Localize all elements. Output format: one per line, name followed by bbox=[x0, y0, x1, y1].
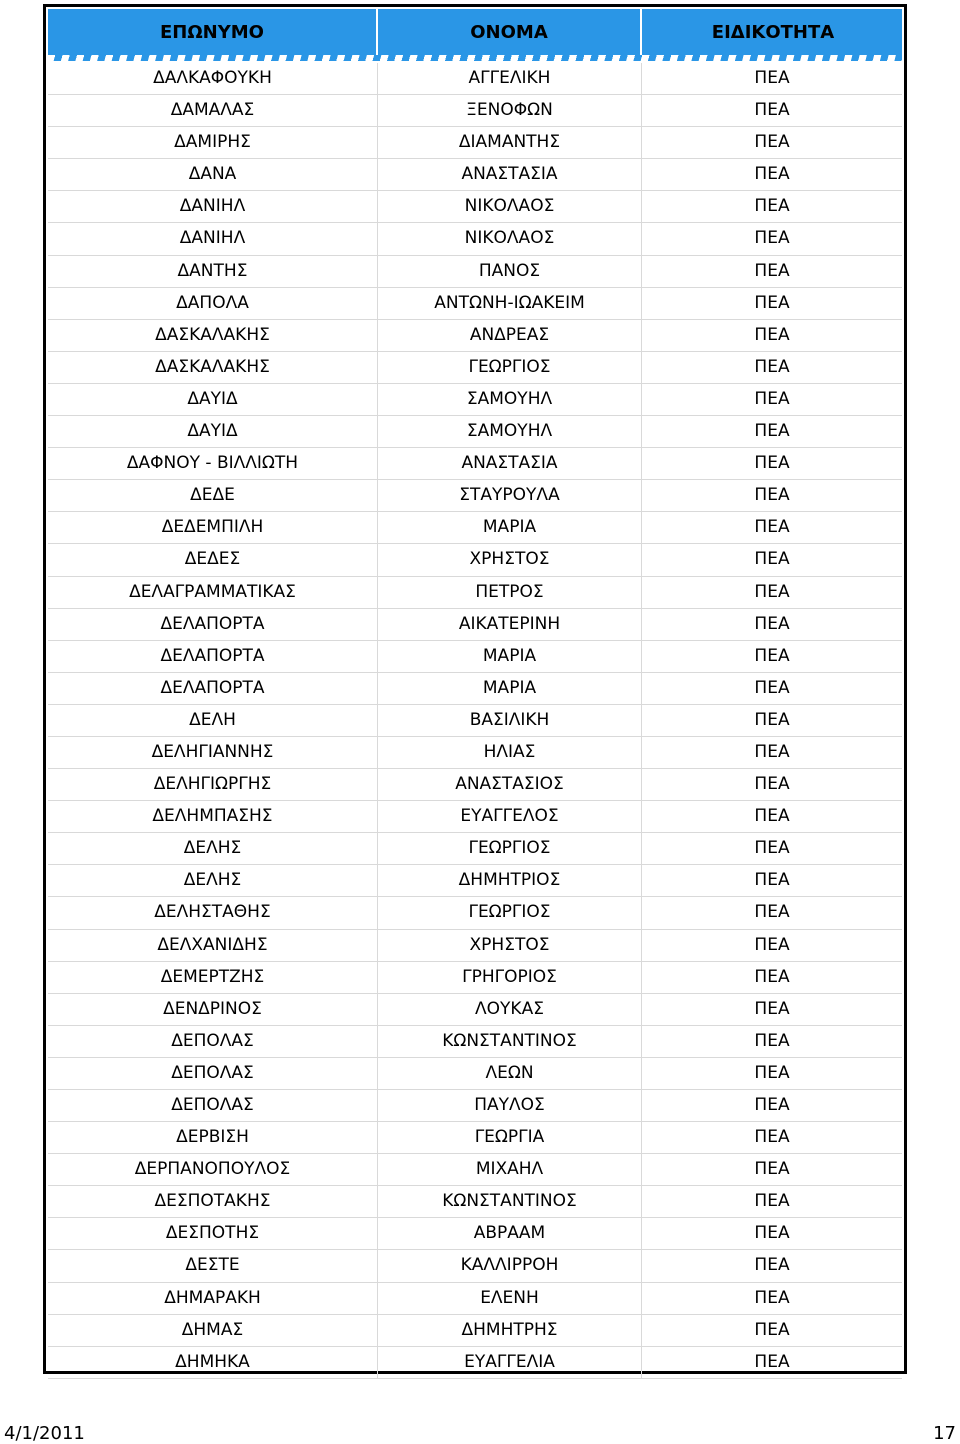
specialty-cell: ΠΕΑ bbox=[642, 480, 902, 512]
table-row bbox=[48, 352, 902, 384]
specialty-cell: ΠΕΑ bbox=[642, 256, 902, 288]
surname-cell: ΔΕΛΧΑΝΙΔΗΣ bbox=[48, 930, 378, 962]
table-row bbox=[48, 833, 902, 865]
specialty-cell: ΠΕΑ bbox=[642, 416, 902, 448]
header-divider bbox=[640, 9, 642, 57]
specialty-cell: ΠΕΑ bbox=[642, 512, 902, 544]
table-row bbox=[48, 737, 902, 769]
first-name-cell: ΑΙΚΑΤΕΡΙΝΗ bbox=[378, 609, 642, 641]
page-number: 17 bbox=[933, 1423, 956, 1444]
specialty-cell: ΠΕΑ bbox=[642, 320, 902, 352]
specialty-cell: ΠΕΑ bbox=[642, 705, 902, 737]
surname-cell: ΔΕΛΑΓΡΑΜΜΑΤΙΚΑΣ bbox=[48, 577, 378, 609]
first-name-cell: ΜΙΧΑΗΛ bbox=[378, 1154, 642, 1186]
specialty-cell: ΠΕΑ bbox=[642, 63, 902, 95]
table-row bbox=[48, 159, 902, 191]
first-name-cell: ΣΤΑΥΡΟΥΛΑ bbox=[378, 480, 642, 512]
surname-cell: ΔΕΔΕΣ bbox=[48, 544, 378, 576]
surname-cell: ΔΕΔΕ bbox=[48, 480, 378, 512]
first-name-cell: ΜΑΡΙΑ bbox=[378, 641, 642, 673]
surname-cell: ΔΕΛΗΣ bbox=[48, 833, 378, 865]
first-name-cell: ΒΑΣΙΛΙΚΗ bbox=[378, 705, 642, 737]
table-row bbox=[48, 512, 902, 544]
first-name-cell: ΓΕΩΡΓΙΟΣ bbox=[378, 352, 642, 384]
table-row bbox=[48, 256, 902, 288]
column-header-first-name: ΟΝΟΜΑ bbox=[470, 22, 548, 43]
surname-cell: ΔΕΛΑΠΟΡΤΑ bbox=[48, 673, 378, 705]
first-name-cell: ΛΟΥΚΑΣ bbox=[378, 994, 642, 1026]
specialty-cell: ΠΕΑ bbox=[642, 384, 902, 416]
surname-cell: ΔΑΜΑΛΑΣ bbox=[48, 95, 378, 127]
table-header bbox=[48, 9, 902, 61]
table-row bbox=[48, 1250, 902, 1282]
surname-cell: ΔΑΥΙΔ bbox=[48, 416, 378, 448]
specialty-cell: ΠΕΑ bbox=[642, 1283, 902, 1315]
first-name-cell: ΛΕΩΝ bbox=[378, 1058, 642, 1090]
surname-cell: ΔΑΥΙΔ bbox=[48, 384, 378, 416]
surname-cell: ΔΑΦΝΟΥ - ΒΙΛΛΙΩΤΗ bbox=[48, 448, 378, 480]
specialty-cell: ΠΕΑ bbox=[642, 288, 902, 320]
surname-cell: ΔΕΝΔΡΙΝΟΣ bbox=[48, 994, 378, 1026]
table-row bbox=[48, 1283, 902, 1315]
table-row bbox=[48, 769, 902, 801]
specialty-cell: ΠΕΑ bbox=[642, 127, 902, 159]
specialty-cell: ΠΕΑ bbox=[642, 641, 902, 673]
surname-cell: ΔΕΣΠΟΤΗΣ bbox=[48, 1218, 378, 1250]
surname-cell: ΔΗΜΗΚΑ bbox=[48, 1347, 378, 1379]
surname-cell: ΔΑΝΙΗΛ bbox=[48, 223, 378, 255]
first-name-cell: ΕΥΑΓΓΕΛΟΣ bbox=[378, 801, 642, 833]
specialty-cell: ΠΕΑ bbox=[642, 448, 902, 480]
first-name-cell: ΑΝΔΡΕΑΣ bbox=[378, 320, 642, 352]
table-row bbox=[48, 95, 902, 127]
first-name-cell: ΓΕΩΡΓΙΑ bbox=[378, 1122, 642, 1154]
surname-cell: ΔΕΠΟΛΑΣ bbox=[48, 1058, 378, 1090]
first-name-cell: ΕΥΑΓΓΕΛΙΑ bbox=[378, 1347, 642, 1379]
specialty-cell: ΠΕΑ bbox=[642, 1186, 902, 1218]
first-name-cell: ΔΗΜΗΤΡΙΟΣ bbox=[378, 865, 642, 897]
surname-cell: ΔΑΠΟΛΑ bbox=[48, 288, 378, 320]
surname-cell: ΔΑΛΚΑΦΟΥΚΗ bbox=[48, 63, 378, 95]
column-header-specialty: ΕΙΔΙΚΟΤΗΤΑ bbox=[711, 22, 835, 43]
specialty-cell: ΠΕΑ bbox=[642, 737, 902, 769]
table-row bbox=[48, 865, 902, 897]
table-row bbox=[48, 705, 902, 737]
header-divider bbox=[376, 9, 378, 57]
first-name-cell: ΕΛΕΝΗ bbox=[378, 1283, 642, 1315]
specialty-cell: ΠΕΑ bbox=[642, 609, 902, 641]
surname-cell: ΔΕΛΗΣΤΑΘΗΣ bbox=[48, 897, 378, 929]
first-name-cell: ΠΑΥΛΟΣ bbox=[378, 1090, 642, 1122]
surname-cell: ΔΕΠΟΛΑΣ bbox=[48, 1090, 378, 1122]
specialty-cell: ΠΕΑ bbox=[642, 897, 902, 929]
specialty-cell: ΠΕΑ bbox=[642, 95, 902, 127]
table-row bbox=[48, 1315, 902, 1347]
surname-cell: ΔΑΣΚΑΛΑΚΗΣ bbox=[48, 320, 378, 352]
column-header-surname: ΕΠΩΝΥΜΟ bbox=[160, 22, 264, 43]
first-name-cell: ΧΡΗΣΤΟΣ bbox=[378, 930, 642, 962]
surname-cell: ΔΕΛΗΓΙΑΝΝΗΣ bbox=[48, 737, 378, 769]
table-row bbox=[48, 962, 902, 994]
first-name-cell: ΓΕΩΡΓΙΟΣ bbox=[378, 833, 642, 865]
table-row bbox=[48, 320, 902, 352]
first-name-cell: ΝΙΚΟΛΑΟΣ bbox=[378, 191, 642, 223]
surname-cell: ΔΕΛΗΣ bbox=[48, 865, 378, 897]
first-name-cell: ΜΑΡΙΑ bbox=[378, 673, 642, 705]
specialty-cell: ΠΕΑ bbox=[642, 801, 902, 833]
table-row bbox=[48, 897, 902, 929]
table-row bbox=[48, 641, 902, 673]
surname-cell: ΔΕΣΠΟΤΑΚΗΣ bbox=[48, 1186, 378, 1218]
specialty-cell: ΠΕΑ bbox=[642, 1090, 902, 1122]
surname-cell: ΔΑΣΚΑΛΑΚΗΣ bbox=[48, 352, 378, 384]
table-row bbox=[48, 1122, 902, 1154]
footer-date: 4/1/2011 bbox=[4, 1423, 85, 1444]
specialty-cell: ΠΕΑ bbox=[642, 577, 902, 609]
first-name-cell: ΔΙΑΜΑΝΤΗΣ bbox=[378, 127, 642, 159]
surname-cell: ΔΕΛΑΠΟΡΤΑ bbox=[48, 641, 378, 673]
specialty-cell: ΠΕΑ bbox=[642, 1058, 902, 1090]
surname-cell: ΔΕΡΒΙΣΗ bbox=[48, 1122, 378, 1154]
first-name-cell: ΑΝΑΣΤΑΣΙΟΣ bbox=[378, 769, 642, 801]
table-row bbox=[48, 577, 902, 609]
first-name-cell: ΚΩΝΣΤΑΝΤΙΝΟΣ bbox=[378, 1186, 642, 1218]
first-name-cell: ΚΩΝΣΤΑΝΤΙΝΟΣ bbox=[378, 1026, 642, 1058]
surname-cell: ΔΑΝΤΗΣ bbox=[48, 256, 378, 288]
table-row bbox=[48, 448, 902, 480]
surname-cell: ΔΑΜΙΡΗΣ bbox=[48, 127, 378, 159]
first-name-cell: ΑΝΑΣΤΑΣΙΑ bbox=[378, 448, 642, 480]
table-row bbox=[48, 416, 902, 448]
table-row bbox=[48, 673, 902, 705]
table-row bbox=[48, 1026, 902, 1058]
first-name-cell: ΑΝΑΣΤΑΣΙΑ bbox=[378, 159, 642, 191]
table-row bbox=[48, 127, 902, 159]
staff-table bbox=[43, 4, 907, 1374]
first-name-cell: ΞΕΝΟΦΩΝ bbox=[378, 95, 642, 127]
specialty-cell: ΠΕΑ bbox=[642, 1347, 902, 1379]
specialty-cell: ΠΕΑ bbox=[642, 962, 902, 994]
table-row bbox=[48, 1090, 902, 1122]
table-row bbox=[48, 1186, 902, 1218]
first-name-cell: ΧΡΗΣΤΟΣ bbox=[378, 544, 642, 576]
first-name-cell: ΗΛΙΑΣ bbox=[378, 737, 642, 769]
specialty-cell: ΠΕΑ bbox=[642, 1315, 902, 1347]
table-row bbox=[48, 288, 902, 320]
surname-cell: ΔΕΛΑΠΟΡΤΑ bbox=[48, 609, 378, 641]
first-name-cell: ΜΑΡΙΑ bbox=[378, 512, 642, 544]
table-row bbox=[48, 1218, 902, 1250]
table-row bbox=[48, 223, 902, 255]
table-row bbox=[48, 609, 902, 641]
first-name-cell: ΑΝΤΩΝΗ-ΙΩΑΚΕΙΜ bbox=[378, 288, 642, 320]
first-name-cell: ΠΑΝΟΣ bbox=[378, 256, 642, 288]
surname-cell: ΔΕΔΕΜΠΙΛΗ bbox=[48, 512, 378, 544]
surname-cell: ΔΑΝΙΗΛ bbox=[48, 191, 378, 223]
table-row bbox=[48, 1154, 902, 1186]
surname-cell: ΔΑΝΑ bbox=[48, 159, 378, 191]
specialty-cell: ΠΕΑ bbox=[642, 994, 902, 1026]
first-name-cell: ΓΕΩΡΓΙΟΣ bbox=[378, 897, 642, 929]
first-name-cell: ΣΑΜΟΥΗΛ bbox=[378, 384, 642, 416]
table-row bbox=[48, 994, 902, 1026]
first-name-cell: ΔΗΜΗΤΡΗΣ bbox=[378, 1315, 642, 1347]
table-row bbox=[48, 1058, 902, 1090]
table-row bbox=[48, 1347, 902, 1379]
specialty-cell: ΠΕΑ bbox=[642, 769, 902, 801]
specialty-cell: ΠΕΑ bbox=[642, 1218, 902, 1250]
specialty-cell: ΠΕΑ bbox=[642, 223, 902, 255]
first-name-cell: ΣΑΜΟΥΗΛ bbox=[378, 416, 642, 448]
specialty-cell: ΠΕΑ bbox=[642, 159, 902, 191]
first-name-cell: ΑΓΓΕΛΙΚΗ bbox=[378, 63, 642, 95]
first-name-cell: ΠΕΤΡΟΣ bbox=[378, 577, 642, 609]
surname-cell: ΔΕΛΗ bbox=[48, 705, 378, 737]
table-row bbox=[48, 544, 902, 576]
table-body bbox=[48, 63, 902, 1372]
first-name-cell: ΑΒΡΑΑΜ bbox=[378, 1218, 642, 1250]
table-row bbox=[48, 801, 902, 833]
surname-cell: ΔΕΛΗΜΠΑΣΗΣ bbox=[48, 801, 378, 833]
surname-cell: ΔΕΜΕΡΤΖΗΣ bbox=[48, 962, 378, 994]
specialty-cell: ΠΕΑ bbox=[642, 544, 902, 576]
surname-cell: ΔΕΠΟΛΑΣ bbox=[48, 1026, 378, 1058]
surname-cell: ΔΗΜΑΣ bbox=[48, 1315, 378, 1347]
table-row bbox=[48, 63, 902, 95]
specialty-cell: ΠΕΑ bbox=[642, 1026, 902, 1058]
specialty-cell: ΠΕΑ bbox=[642, 1122, 902, 1154]
surname-cell: ΔΗΜΑΡΑΚΗ bbox=[48, 1283, 378, 1315]
surname-cell: ΔΕΣΤΕ bbox=[48, 1250, 378, 1282]
first-name-cell: ΚΑΛΛΙΡΡΟΗ bbox=[378, 1250, 642, 1282]
specialty-cell: ΠΕΑ bbox=[642, 833, 902, 865]
specialty-cell: ΠΕΑ bbox=[642, 930, 902, 962]
table-row bbox=[48, 384, 902, 416]
specialty-cell: ΠΕΑ bbox=[642, 352, 902, 384]
table-row bbox=[48, 480, 902, 512]
first-name-cell: ΝΙΚΟΛΑΟΣ bbox=[378, 223, 642, 255]
specialty-cell: ΠΕΑ bbox=[642, 673, 902, 705]
specialty-cell: ΠΕΑ bbox=[642, 191, 902, 223]
header-dashed-stripe bbox=[48, 55, 902, 61]
surname-cell: ΔΕΛΗΓΙΩΡΓΗΣ bbox=[48, 769, 378, 801]
table-row bbox=[48, 930, 902, 962]
table-row bbox=[48, 191, 902, 223]
surname-cell: ΔΕΡΠΑΝΟΠΟΥΛΟΣ bbox=[48, 1154, 378, 1186]
first-name-cell: ΓΡΗΓΟΡΙΟΣ bbox=[378, 962, 642, 994]
specialty-cell: ΠΕΑ bbox=[642, 1250, 902, 1282]
specialty-cell: ΠΕΑ bbox=[642, 865, 902, 897]
specialty-cell: ΠΕΑ bbox=[642, 1154, 902, 1186]
